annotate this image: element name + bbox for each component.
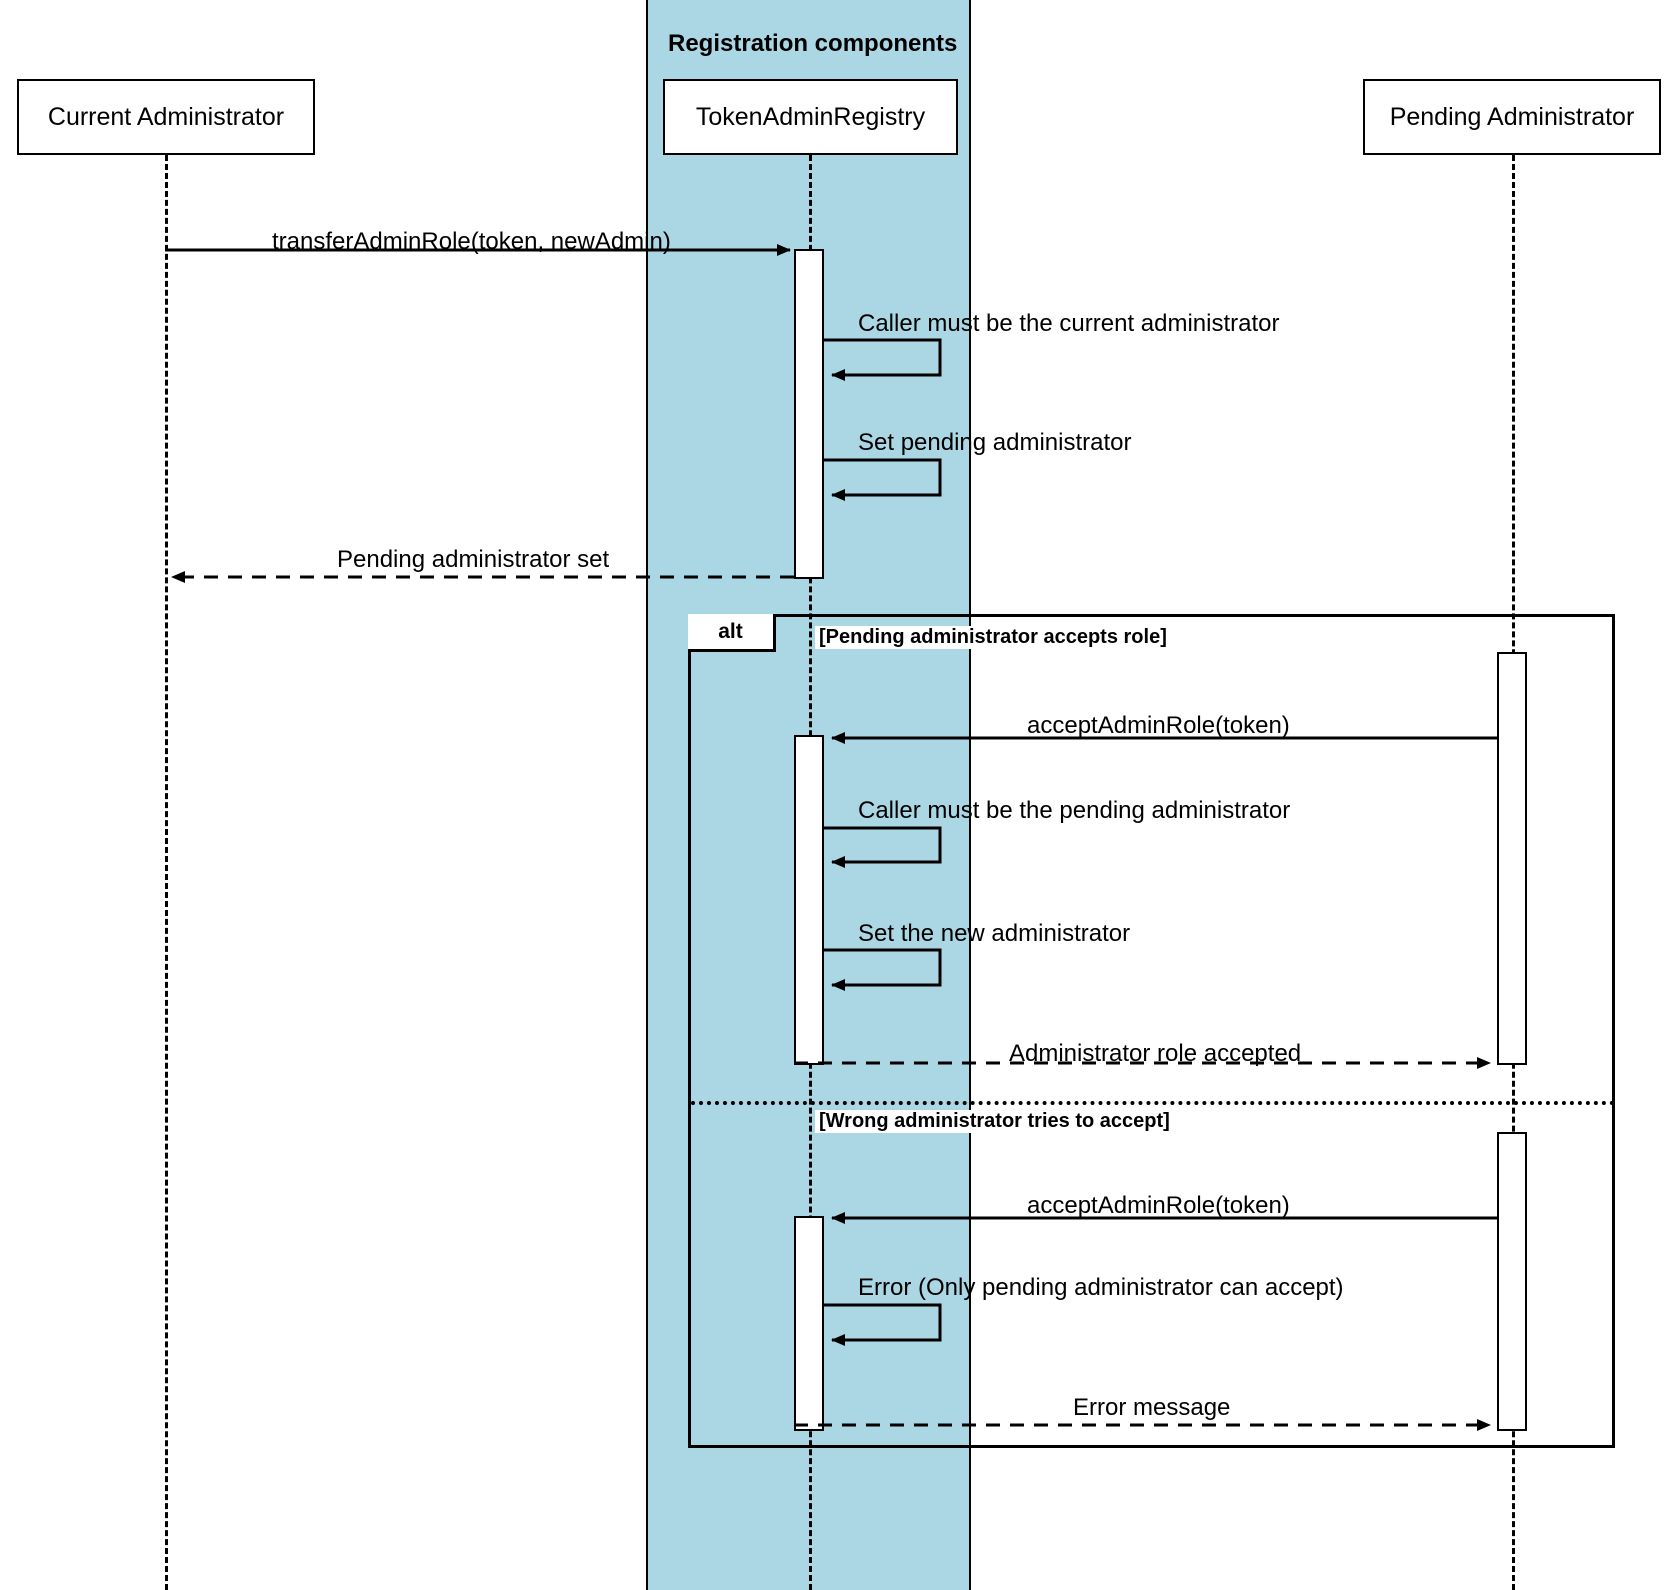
message-label-m10: Error (Only pending administrator can accept)	[858, 1274, 1344, 1301]
participant-current-administrator	[17, 79, 315, 155]
lifeline-current-administrator	[165, 155, 168, 1590]
participant-label: Pending Administrator	[1389, 102, 1635, 131]
participant-token-admin-registry	[663, 79, 958, 155]
message-label-m9: acceptAdminRole(token)	[1027, 1192, 1290, 1219]
message-label-m3: Set pending administrator	[858, 429, 1132, 456]
alt-fragment-tag: alt	[688, 614, 776, 652]
activation-token-admin-registry-1	[794, 249, 824, 579]
message-label-m8: Administrator role accepted	[1009, 1040, 1302, 1067]
message-label-m2: Caller must be the current administrator	[858, 310, 1280, 337]
message-label-m6: Caller must be the pending administrator	[858, 797, 1291, 824]
message-label-m1: transferAdminRole(token, newAdmin)	[272, 228, 671, 255]
alt-branch-divider	[691, 1101, 1615, 1105]
alt-branch-condition-1: [Pending administrator accepts role]	[815, 626, 1171, 649]
participant-label: Current Administrator	[47, 102, 285, 131]
alt-branch-condition-2: [Wrong administrator tries to accept]	[815, 1110, 1174, 1133]
group-label: Registration components	[668, 30, 958, 57]
message-label-m4: Pending administrator set	[337, 546, 610, 573]
participant-label: TokenAdminRegistry	[695, 102, 926, 131]
participant-pending-administrator	[1363, 79, 1661, 155]
message-label-m5: acceptAdminRole(token)	[1027, 712, 1290, 739]
message-label-m11: Error message	[1073, 1394, 1231, 1421]
message-label-m7: Set the new administrator	[858, 920, 1131, 947]
